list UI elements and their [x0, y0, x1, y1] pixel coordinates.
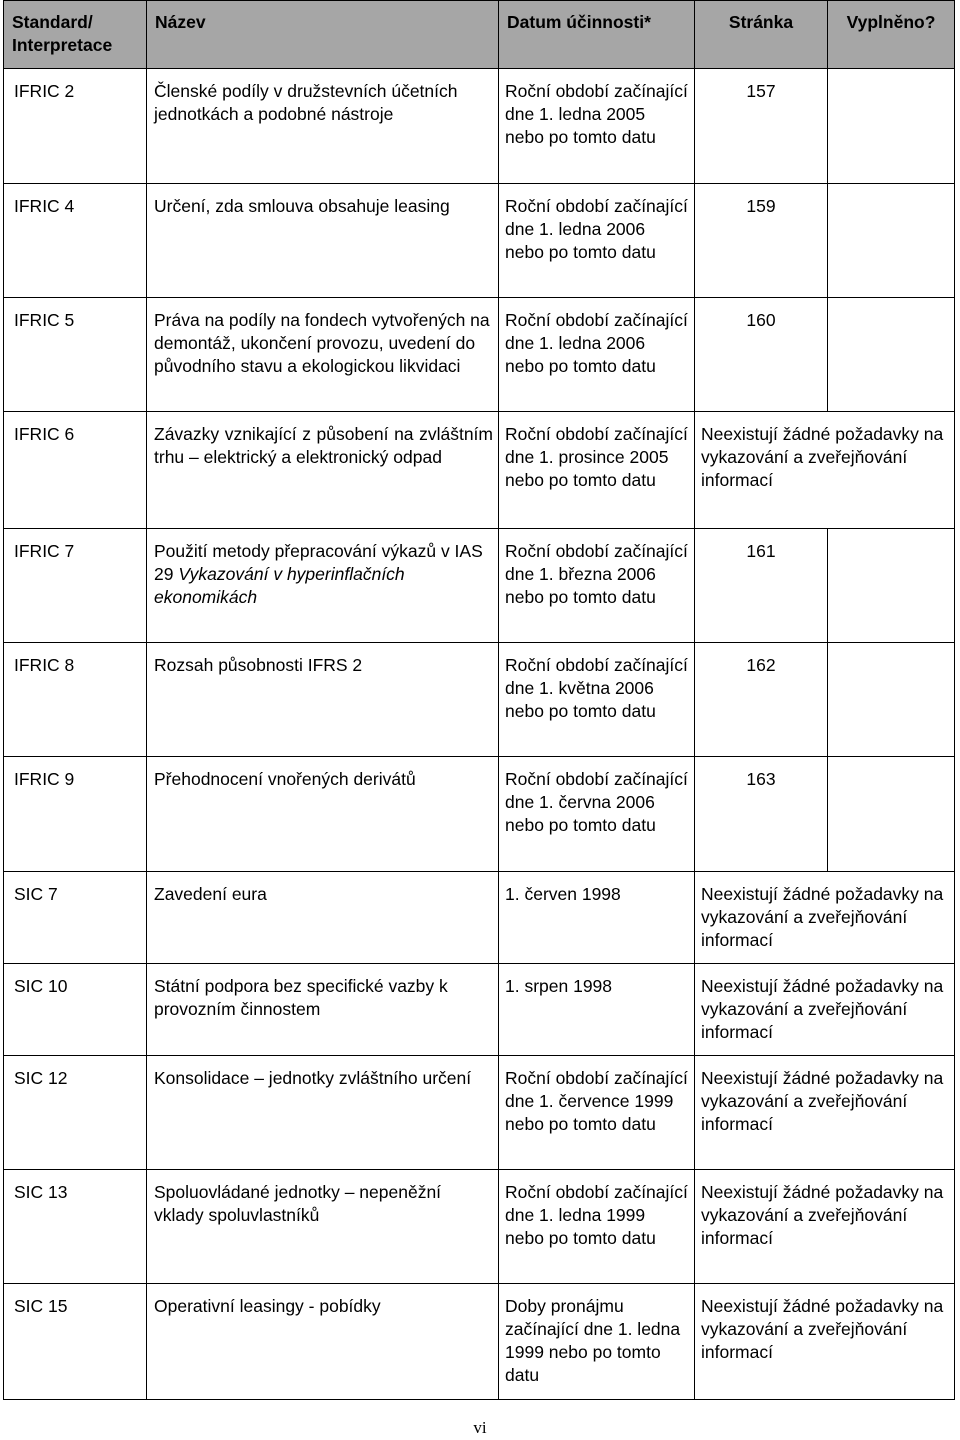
table-row: [4, 964, 955, 1056]
page-cell: Neexistují žádné požadavky na vykazování a zveřejňování informací: [695, 1284, 955, 1400]
name-cell: Určení, zda smlouva obsahuje leasing: [147, 184, 499, 298]
date-cell: Roční období začínající dne 1. července 1999 nebo po tomto datu: [499, 1056, 695, 1170]
date-cell: Roční období začínající dne 1. ledna 2006 nebo po tomto datu: [499, 298, 695, 412]
date-cell: Roční období začínající dne 1. května 2006 nebo po tomto datu: [499, 643, 695, 757]
page-number: vi: [473, 1418, 487, 1437]
table-row: [4, 1284, 955, 1400]
header-done: Vyplněno?: [828, 1, 955, 69]
date-cell: 1. červen 1998: [499, 872, 695, 964]
name-plain-text: Použití metody přepracování výkazů v IAS 29: [154, 541, 483, 584]
date-cell: Doby pronájmu začínající dne 1. ledna 1999 nebo po tomto datu: [499, 1284, 695, 1400]
date-cell: Roční období začínající dne 1. března 2006 nebo po tomto datu: [499, 529, 695, 643]
date-cell: Roční období začínající dne 1. června 2006 nebo po tomto datu: [499, 757, 695, 872]
name-cell: Členské podíly v družstevních účetních jednotkách a podobné nástroje: [147, 69, 499, 184]
date-cell: Roční období začínající dne 1. ledna 2005 nebo po tomto datu: [499, 69, 695, 184]
standard-cell: SIC 12: [4, 1056, 147, 1170]
name-cell: Přehodnocení vnořených derivátů: [147, 757, 499, 872]
page-cell: Neexistují žádné požadavky na vykazování a zveřejňování informací: [695, 872, 955, 964]
table-row: [4, 298, 955, 412]
page-cell: 162: [695, 643, 828, 757]
standards-table: [3, 0, 955, 1400]
done-cell: [828, 529, 955, 643]
name-cell: Zavedení eura: [147, 872, 499, 964]
standard-cell: SIC 7: [4, 872, 147, 964]
table-header-row: [4, 1, 955, 69]
date-cell: Roční období začínající dne 1. ledna 1999 nebo po tomto datu: [499, 1170, 695, 1284]
standard-cell: IFRIC 7: [4, 529, 147, 643]
standard-cell: IFRIC 8: [4, 643, 147, 757]
table-row: [4, 872, 955, 964]
page-cell: Neexistují žádné požadavky na vykazování a zveřejňování informací: [695, 412, 955, 529]
page-cell: Neexistují žádné požadavky na vykazování a zveřejňování informací: [695, 1056, 955, 1170]
table-row: [4, 69, 955, 184]
done-cell: [828, 643, 955, 757]
page-cell: Neexistují žádné požadavky na vykazování a zveřejňování informací: [695, 964, 955, 1056]
table-row: [4, 1056, 955, 1170]
standard-cell: IFRIC 9: [4, 757, 147, 872]
done-cell: [828, 184, 955, 298]
table-row: [4, 412, 955, 529]
page-cell: 160: [695, 298, 828, 412]
name-cell: Konsolidace – jednotky zvláštního určení: [147, 1056, 499, 1170]
table-row: [4, 529, 955, 643]
date-cell: Roční období začínající dne 1. ledna 2006 nebo po tomto datu: [499, 184, 695, 298]
standard-cell: IFRIC 2: [4, 69, 147, 184]
standard-cell: SIC 15: [4, 1284, 147, 1400]
name-cell: Spoluovládané jednotky – nepeněžní vklady spoluvlastníků: [147, 1170, 499, 1284]
standard-cell: IFRIC 4: [4, 184, 147, 298]
table-row: [4, 643, 955, 757]
page-cell: 161: [695, 529, 828, 643]
header-name: Název: [147, 1, 499, 69]
done-cell: [828, 757, 955, 872]
header-standard: Standard/ Interpretace: [4, 1, 147, 69]
standard-cell: IFRIC 6: [4, 412, 147, 529]
page-cell: 159: [695, 184, 828, 298]
table-row: [4, 1170, 955, 1284]
standard-cell: SIC 13: [4, 1170, 147, 1284]
date-cell: Roční období začínající dne 1. prosince 2005 nebo po tomto datu: [499, 412, 695, 529]
page-cell: 157: [695, 69, 828, 184]
name-cell: [147, 529, 499, 643]
done-cell: [828, 298, 955, 412]
done-cell: [828, 69, 955, 184]
name-cell: Rozsah působnosti IFRS 2: [147, 643, 499, 757]
header-date: Datum účinnosti*: [499, 1, 695, 69]
table-row: [4, 184, 955, 298]
name-italic-text: Vykazování v hyperinflačních ekonomikách: [154, 564, 405, 607]
name-cell: Závazky vznikající z působení na zvláštním trhu – elektrický a elektronický odpad: [147, 412, 499, 529]
standard-cell: IFRIC 5: [4, 298, 147, 412]
name-cell: Operativní leasingy - pobídky: [147, 1284, 499, 1400]
name-cell: Státní podpora bez specifické vazby k provozním činnostem: [147, 964, 499, 1056]
page-cell: 163: [695, 757, 828, 872]
table-row: [4, 757, 955, 872]
header-page: Stránka: [695, 1, 828, 69]
standard-cell: SIC 10: [4, 964, 147, 1056]
date-cell: 1. srpen 1998: [499, 964, 695, 1056]
name-cell: Práva na podíly na fondech vytvořených na demontáž, ukončení provozu, uvedení do původního stavu a ekologickou likvidaci: [147, 298, 499, 412]
page-cell: Neexistují žádné požadavky na vykazování a zveřejňování informací: [695, 1170, 955, 1284]
